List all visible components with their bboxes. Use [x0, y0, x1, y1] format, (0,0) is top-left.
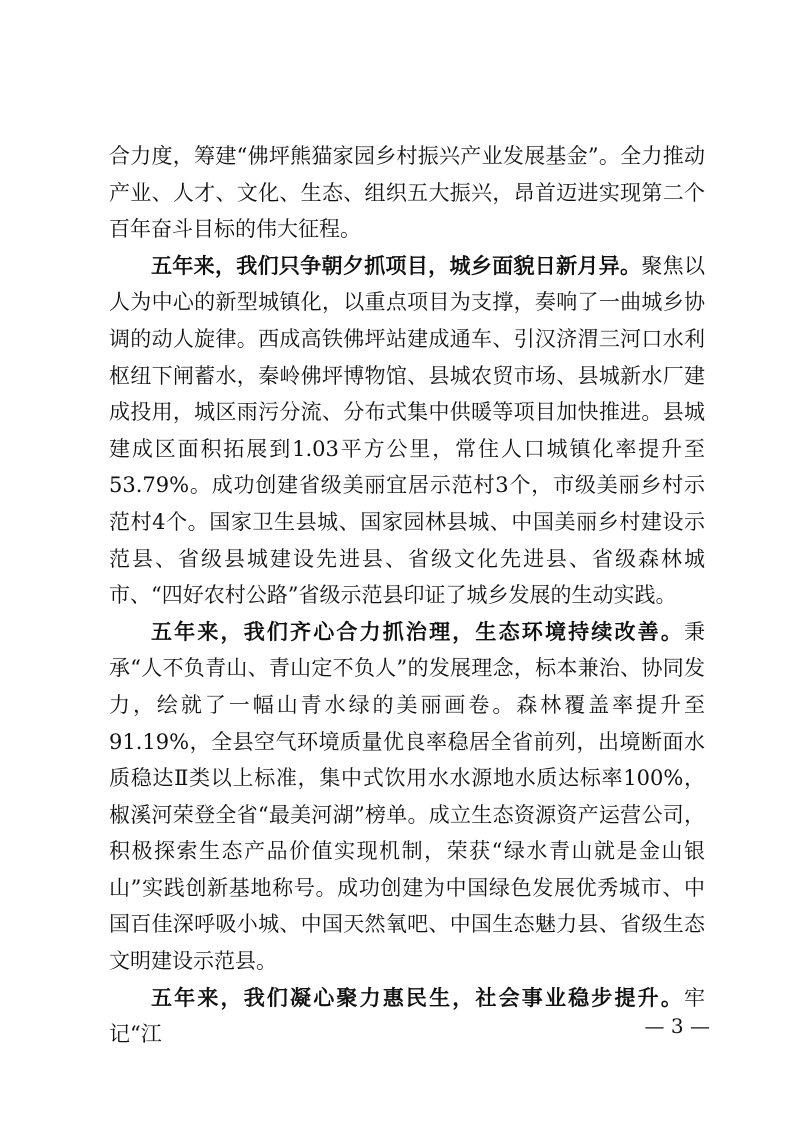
paragraph-1 — [109, 138, 705, 248]
paragraph-2 — [109, 248, 705, 614]
paragraph-1-text: 合力度，筹建“佛坪熊猫家园乡村振兴产业发展基金”。全力推动产业、人才、文化、生态、组织五大振兴，昂首迈进实现第二个百年奋斗目标的伟大征程。 — [109, 144, 705, 242]
paragraph-4-text: 牢记“江 — [109, 985, 705, 1047]
body-text — [109, 138, 705, 1053]
paragraph-3 — [109, 614, 705, 980]
paragraph-2-text: 聚焦以人为中心的新型城镇化，以重点项目为支撑，奏响了一曲城乡协调的动人旋律。西成高铁佛坪站建成通车、引汉济渭三河口水利枢纽下闸蓄水，秦岭佛坪博物馆、县城农贸市场、县城新水厂建成投用，城区雨污分流、分布式集中供暖等项目加快推进。县城建成区面积拓展到1.03平方公里，常住人口城镇化率提升至53.79%。成功创建省级美丽宜居示范村3个，市级美丽乡村示范村4个。国家卫生县城、国家园林县城、中国美丽乡村建设示范县、省级县城建设先进县、省级文化先进县、省级森林城市、“四好农村公路”省级示范县印证了城乡发展的生动实践。 — [109, 253, 705, 608]
paragraph-4 — [109, 980, 705, 1053]
paragraph-2-lead: 五年来，我们只争朝夕抓项目，城乡面貌日新月异。 — [151, 252, 642, 278]
paragraph-3-text: 秉承“人不负青山、青山定不负人”的发展理念，标本兼治、协同发力，绘就了一幅山青水绿的美丽画卷。森林覆盖率提升至91.19%，全县空气环境质量优良率稳居全省前列，出境断面水质稳达Ⅱ类以上标准，集中式饮用水水源地水质达标率100%，椒溪河荣登全省“最美河湖”榜单。成立生态资源资产运营公司，积极探索生态产品价值实现机制，荣获“绿水青山就是金山银山”实践创新基地称号。成功创建为中国绿色发展优秀城市、中国百佳深呼吸小城、中国天然氧吧、中国生态魅力县、省级生态文明建设示范县。 — [109, 619, 705, 974]
page-number: — 3 — — [644, 1014, 710, 1038]
paragraph-4-lead: 五年来，我们凝心聚力惠民生，社会事业稳步提升。 — [151, 984, 684, 1010]
paragraph-3-lead: 五年来，我们齐心合力抓治理，生态环境持续改善。 — [151, 618, 684, 644]
